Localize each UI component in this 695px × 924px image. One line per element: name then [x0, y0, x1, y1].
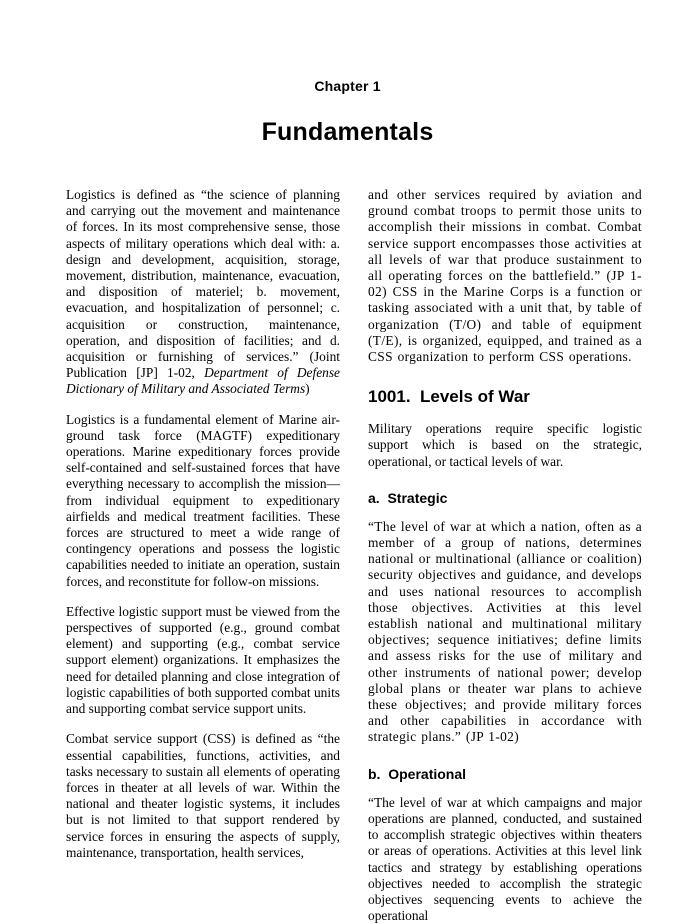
- left-column: [66, 187, 340, 861]
- chapter-label: Chapter 1: [314, 78, 381, 94]
- section-number: 1001.: [368, 387, 411, 407]
- paragraph-operational: “The level of war at which campaigns and major operations are planned, conducted, and sustained to accomplish strategic objectives within theaters or areas of operations. Activities at this level link tactics and strategy by establishing operations objectives needed to accomplish the strategic objectives sequencing events to achieve the operational: [368, 794, 642, 924]
- section-heading-levels-of-war: [368, 387, 642, 407]
- subsection-heading-operational: [368, 766, 642, 783]
- paragraph-css-definition: Combat service support (CSS) is defined as “the essential capabilities, functions, activities, and tasks necessary to sustain all elements of operating forces in theater at all levels of war. Within the national and theater logistic systems, it includes but is not limited to that support rendered by service forces in ensuring the aspects of supply, maintenance, transportation, health services,: [66, 731, 340, 860]
- page-title: Fundamentals: [261, 118, 434, 146]
- subsection-heading-strategic: [368, 490, 642, 507]
- paragraph-effective-support: Effective logistic support must be viewed from the perspectives of supported (e.g., ground combat element) and supporting (e.g., combat service support element) organizations. It emphasizes the need for detailed planning and close integration of logistic capabilities of both supported combat units and supporting combat service support units.: [66, 603, 340, 717]
- paragraph-definition: [66, 187, 340, 398]
- paragraph-magtf: Logistics is a fundamental element of Marine air-ground task force (MAGTF) expeditionary operations. Marine expeditionary forces provide self-contained and self-sustained forces that have everything necessary to accomplish the mission—from individual equipment to expeditionary airfields and medical treatment facilities. These forces are structured to meet a wide range of contingency operations and possess the logistic capabilities needed to initiate an operation, sustain forces, and reconstitute for follow-on missions.: [66, 411, 340, 589]
- right-column: [368, 187, 642, 924]
- paragraph-definition-tail: ): [305, 381, 310, 397]
- subsection-label-b: b.: [368, 765, 381, 782]
- two-column-body: [66, 187, 642, 924]
- subsection-title-strategic: Strategic: [387, 489, 448, 506]
- subsection-label-a: a.: [368, 489, 380, 506]
- paragraph-levels-of-war-intro: Military operations require specific logistic support which is based on the strategic, operational, or tactical levels of war.: [368, 421, 642, 469]
- paragraph-definition-lead: Logistics is defined as “the science of planning and carrying out the movement and maintenance of forces. In its most comprehensive sense, those aspects of military operations which deal with: a. design and development, acquisition, storage, movement, distribution, maintenance, evacuation, and disposition of materiel; b. movement, evacuation, and hospitalization of personnel; c. acquisition or construction, maintenance, operation, and disposition of facilities; and d. acquisition or furnishing of services.” (Joint Publication [JP] 1-02,: [66, 187, 340, 381]
- publication-title: Department of Defense Dictionary of Military and Associated Terms: [66, 365, 340, 397]
- paragraph-strategic: “The level of war at which a nation, often as a member of a group of nations, determines national or multinational (alliance or coalition) security objectives and guidance, and develops and uses national resources to accomplish those objectives. Activities at this level establish national and multinational military objectives; sequence initiatives; define limits and assess risks for the use of military and other instruments of national power; develop global plans or theater war plans to achieve these objectives; and provide military forces and other capabilities in accordance with strategic plans.” (JP 1-02): [368, 518, 642, 745]
- paragraph-css-continued: and other services required by aviation and ground combat troops to permit those units to accomplish their missions in combat. Combat service support encompasses those activities at all levels of war that produce sustainment to all operating forces on the battlefield.” (JP 1-02) CSS in the Marine Corps is a function or tasking associated with a unit that, by table of organization (T/O) and table of equipment (T/E), is organized, equipped, and trained as a CSS organization to perform CSS operations.: [368, 187, 642, 365]
- section-title: Levels of War: [420, 387, 530, 407]
- subsection-title-operational: Operational: [388, 765, 467, 782]
